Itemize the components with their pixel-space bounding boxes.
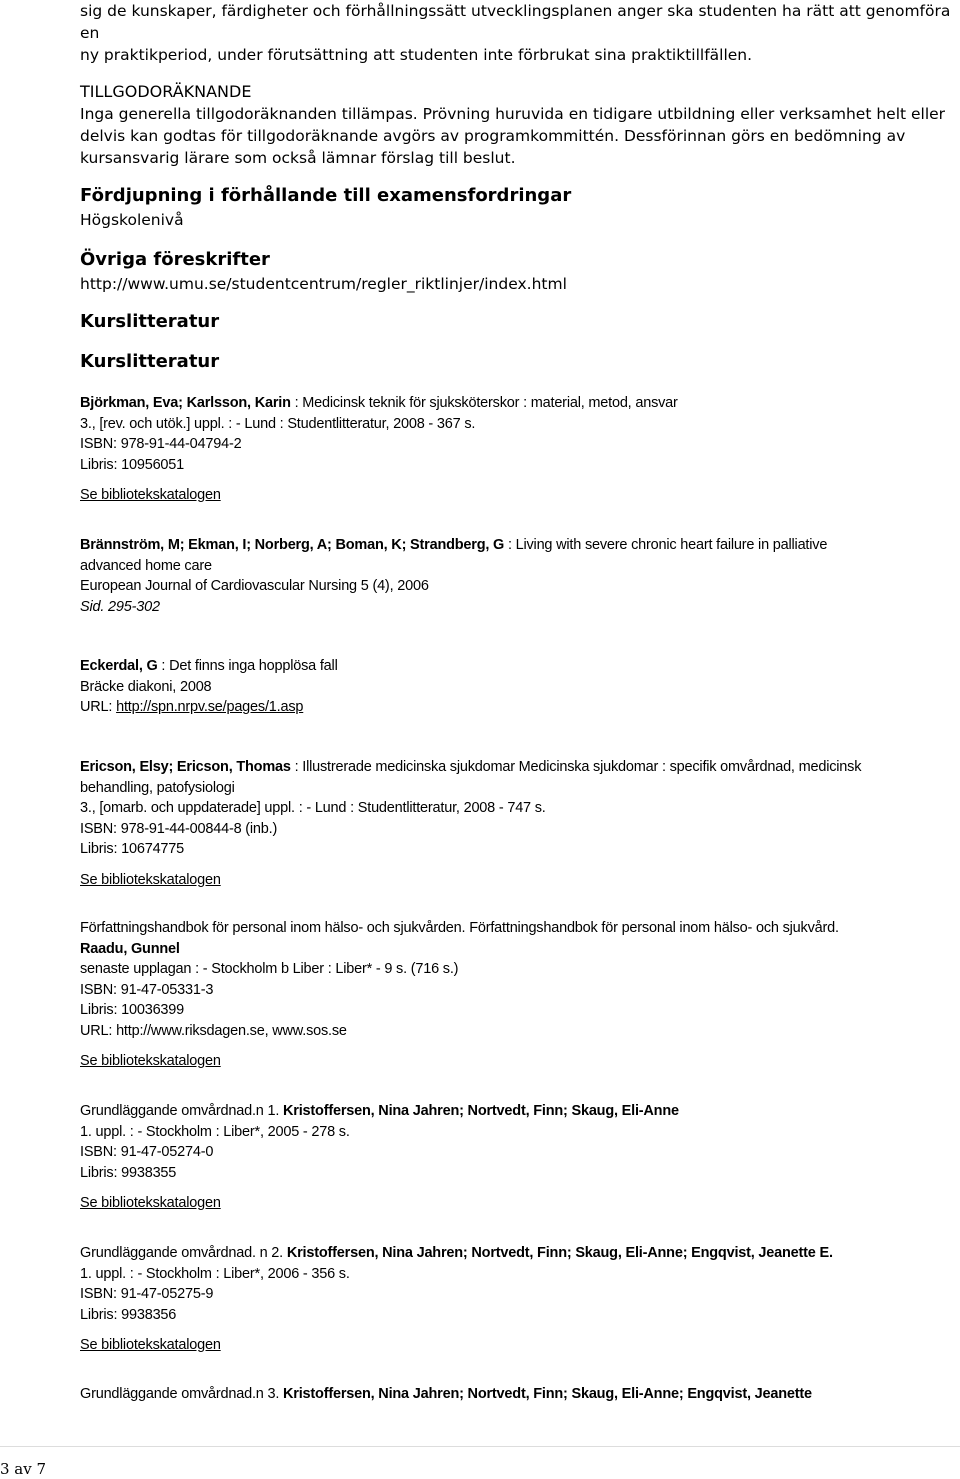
reference-item <box>80 393 950 506</box>
fordjupning-value: Högskolenivå <box>80 211 184 229</box>
reference-isbn: ISBN: 91-47-05331-3 <box>80 981 214 998</box>
library-catalog-link[interactable]: Se bibliotekskatalogen <box>80 1195 221 1211</box>
reference-edition: 1. uppl. : - Stockholm : Liber*, 2006 - 356 s. <box>80 1265 350 1282</box>
library-catalog-link[interactable]: Se bibliotekskatalogen <box>80 1337 221 1353</box>
reference-edition: 1. uppl. : - Stockholm : Liber*, 2005 - 278 s. <box>80 1123 350 1140</box>
reference-libris: Libris: 9938356 <box>80 1306 177 1323</box>
reference-authors: Kristoffersen, Nina Jahren; Nortvedt, Finn; Skaug, Eli-Anne <box>283 1103 679 1119</box>
library-catalog-link[interactable]: Se bibliotekskatalogen <box>80 487 221 503</box>
reference-libris: Libris: 10956051 <box>80 456 185 473</box>
kurslitteratur-subheading: Kurslitteratur <box>80 351 220 372</box>
reference-item <box>80 918 950 1072</box>
reference-isbn: ISBN: 91-47-05275-9 <box>80 1286 214 1302</box>
reference-title: Grundläggande omvårdnad.n 1. <box>80 1103 283 1119</box>
reference-title: : Det finns inga hopplösa fall <box>157 658 338 674</box>
fordjupning-heading: Fördjupning i förhållande till examensfordringar <box>80 185 572 206</box>
tillgodo-line: kursansvarig lärare som också lämnar förslag till beslut. <box>80 149 516 167</box>
reference-journal: European Journal of Cardiovascular Nursing 5 (4), 2006 <box>80 578 429 594</box>
reference-edition: 3., [omarb. och uppdaterade] uppl. : - Lund : Studentlitteratur, 2008 - 747 s. <box>80 800 546 816</box>
reference-title: : Illustrerade medicinska sjukdomar Medicinska sjukdomar : specifik omvårdnad, medicinsk <box>290 759 862 775</box>
reference-authors: Raadu, Gunnel <box>80 940 180 957</box>
reference-publisher: Bräcke diakoni, 2008 <box>80 678 212 695</box>
intro-line: ny praktikperiod, under förutsättning att studenten inte förbrukat sina praktiktillfällen. <box>80 46 753 64</box>
reference-pages: Sid. 295-302 <box>80 598 160 615</box>
ovriga-value: http://www.umu.se/studentcentrum/regler_riktlinjer/index.html <box>80 275 567 293</box>
reference-title: Grundläggande omvårdnad. n 2. <box>80 1245 287 1261</box>
reference-item <box>80 1384 950 1405</box>
tillgodo-line: delvis kan godtas för tillgodoräknande avgörs av programkommittén. Dessförinnan görs en bedömning av <box>80 127 906 145</box>
ovriga-heading: Övriga föreskrifter <box>80 249 270 270</box>
reference-title-cont: behandling, patofysiologi <box>80 779 235 796</box>
reference-libris: Libris: 10036399 <box>80 1002 185 1018</box>
reference-item <box>80 1101 950 1214</box>
reference-authors: Eckerdal, G <box>80 658 158 674</box>
tillgodo-heading: TILLGODORÄKNANDE <box>80 82 252 101</box>
reference-title: : Medicinsk teknik för sjuksköterskor : material, metod, ansvar <box>290 395 678 411</box>
reference-url-link[interactable]: http://spn.nrpv.se/pages/1.asp <box>116 699 304 715</box>
reference-authors: Ericson, Elsy; Ericson, Thomas <box>80 759 291 775</box>
reference-title: Grundläggande omvårdnad.n 3. <box>80 1386 283 1402</box>
reference-edition: senaste upplagan : - Stockholm b Liber : Liber* - 9 s. (716 s.) <box>80 961 459 977</box>
reference-item <box>80 757 950 890</box>
reference-authors: Brännström, M; Ekman, I; Norberg, A; Boman, K; Strandberg, G <box>80 537 505 553</box>
reference-title: Författningshandbok för personal inom hälso- och sjukvården. Författningshandbok för personal inom hälso- och sjukvård. <box>80 920 839 936</box>
reference-title: : Living with severe chronic heart failure in palliative <box>504 537 828 553</box>
reference-authors: Kristoffersen, Nina Jahren; Nortvedt, Finn; Skaug, Eli-Anne; Engqvist, Jeanette E. <box>286 1245 833 1261</box>
reference-isbn: ISBN: 91-47-05274-0 <box>80 1144 214 1160</box>
intro-paragraph <box>80 0 960 375</box>
tillgodo-line: Inga generella tillgodoräknanden tillämpas. Prövning huruvida en tidigare utbildning eller verksamhet helt eller <box>80 105 946 123</box>
reference-edition: 3., [rev. och utök.] uppl. : - Lund : Studentlitteratur, 2008 - 367 s. <box>80 415 476 432</box>
library-catalog-link[interactable]: Se bibliotekskatalogen <box>80 1053 221 1069</box>
reference-url: URL: http://www.riksdagen.se, www.sos.se <box>80 1022 347 1039</box>
reference-title-cont: advanced home care <box>80 557 212 574</box>
reference-isbn: ISBN: 978-91-44-04794-2 <box>80 436 242 452</box>
reference-item <box>80 535 950 617</box>
reference-authors: Kristoffersen, Nina Jahren; Nortvedt, Finn; Skaug, Eli-Anne; Engqvist, Jeanette <box>283 1386 812 1402</box>
reference-authors: Björkman, Eva; Karlsson, Karin <box>80 395 291 411</box>
reference-url-label: URL: <box>80 699 117 715</box>
reference-libris: Libris: 10674775 <box>80 841 185 857</box>
library-catalog-link[interactable]: Se bibliotekskatalogen <box>80 871 221 888</box>
page-indicator: 3 av 7 <box>0 1460 47 1478</box>
kurslitteratur-heading: Kurslitteratur <box>80 311 220 332</box>
page-divider <box>0 1446 960 1447</box>
intro-line: sig de kunskaper, färdigheter och förhållningssätt utvecklingsplanen anger ska studenten ha rätt att genomföra en <box>80 2 951 42</box>
reference-item <box>80 1243 950 1356</box>
reference-isbn: ISBN: 978-91-44-00844-8 (inb.) <box>80 820 278 837</box>
reference-libris: Libris: 9938355 <box>80 1164 177 1181</box>
reference-item <box>80 656 950 718</box>
